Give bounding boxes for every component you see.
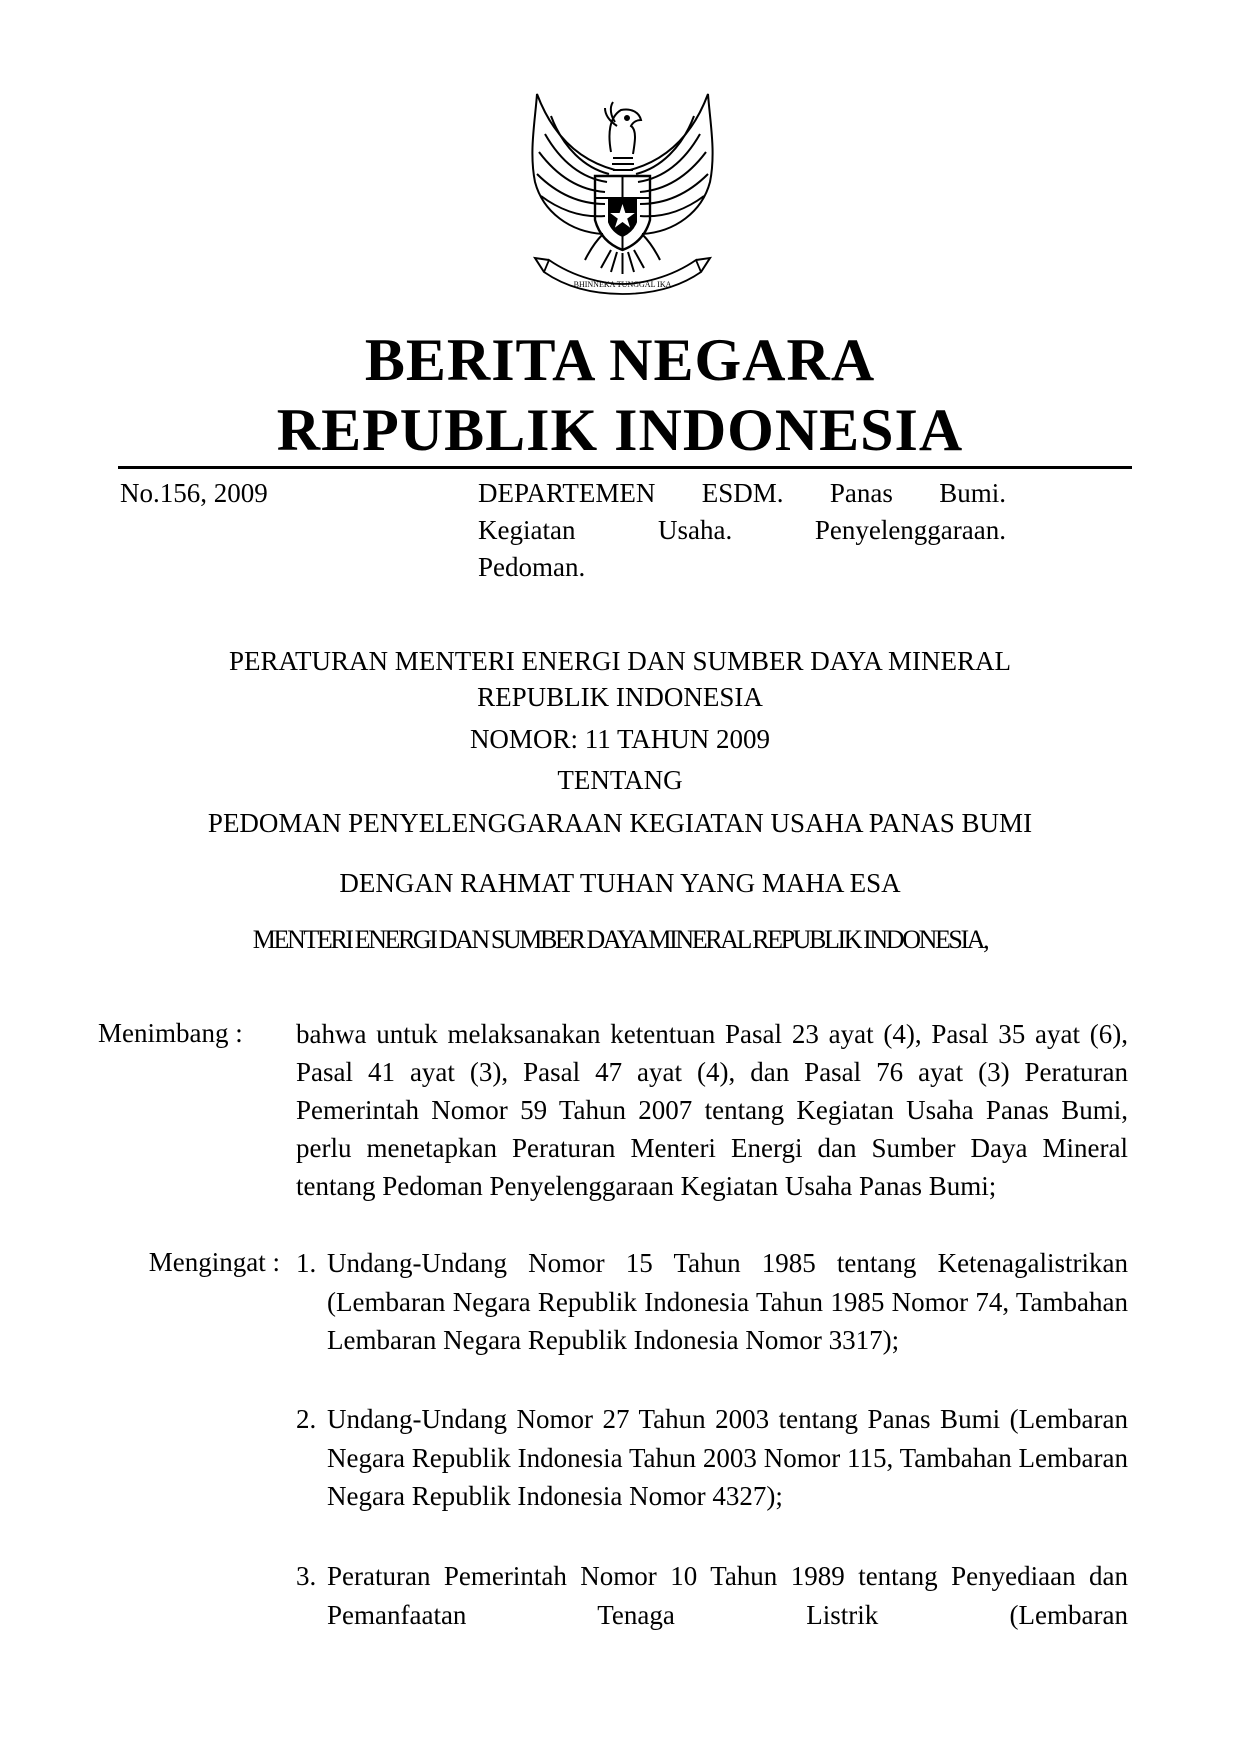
mengingat-item-text: Undang-Undang Nomor 27 Tahun 2003 tentang Panas Bumi (Lembaran Negara Republik Indonesia Tahun 2003 Nomor 115, Tambahan Lembaran Negara Republik Indonesia Nomor 4327);: [327, 1404, 1128, 1511]
regulation-about: TENTANG: [557, 765, 683, 795]
mengingat-item-text: Undang-Undang Nomor 15 Tahun 1985 tentang Ketenagalistrikan (Lembaran Negara Republik Indonesia Tahun 1985 Nomor 74, Tambahan Lembaran Negara Republik Indonesia Nomor 3317);: [327, 1248, 1128, 1355]
gazette-number: No.156, 2009: [120, 478, 268, 508]
regulation-title: PERATURAN MENTERI ENERGI DAN SUMBER DAYA MINERAL: [228, 646, 1012, 676]
gazette-title: BERITA NEGARA: [364, 327, 876, 393]
mengingat-label: Mengingat :: [148, 1247, 280, 1277]
regulation-subject: PEDOMAN PENYELENGGARAAN KEGIATAN USAHA PANAS BUMI: [207, 808, 1033, 838]
menimbang-text: bahwa untuk melaksanakan ketentuan Pasal 23 ayat (4), Pasal 35 ayat (6), Pasal 41 ayat (3), Pasal 47 ayat (4), dan Pasal 76 ayat (3) Peraturan Pemerintah Nomor 59 Tahun 2007 tentang Kegiatan Usaha Panas Bumi, perlu menetapkan Peraturan Menteri Energi dan Sumber Daya Mineral tentang Pedoman Penyelenggaraan Kegiatan Usaha Panas Bumi;: [296, 1019, 1128, 1201]
gazette-subject-line: DEPARTEMEN ESDM. Panas Bumi.: [478, 478, 1006, 508]
mengingat-item-number: 3.: [296, 1561, 317, 1591]
emblem-motto: BHINNEKA TUNGGAL IKA: [573, 280, 672, 289]
regulation-number: NOMOR: 11 TAHUN 2009: [469, 724, 771, 754]
mengingat-item-number: 2.: [296, 1404, 317, 1434]
garuda-emblem-icon: [515, 82, 730, 297]
mengingat-item: [296, 1557, 1128, 1634]
gazette-subject-line: Pedoman.: [478, 552, 586, 582]
regulation-minister: MENTERI ENERGI DAN SUMBER DAYA MINERAL REPUBLIK INDONESIA,: [252, 925, 988, 954]
mengingat-item: [296, 1400, 1128, 1516]
gazette-subject-line: Kegiatan Usaha. Penyelenggaraan.: [478, 515, 1006, 545]
mengingat-item-text: Peraturan Pemerintah Nomor 10 Tahun 1989 tentang Penyediaan dan Pemanfaatan Tenaga Listrik (Lembaran: [327, 1561, 1128, 1630]
mengingat-item: [296, 1244, 1128, 1360]
gazette-subject: [478, 475, 1006, 586]
menimbang-label: Menimbang :: [98, 1018, 243, 1048]
regulation-blessing: DENGAN RAHMAT TUHAN YANG MAHA ESA: [339, 868, 901, 898]
gazette-subtitle: REPUBLIK INDONESIA: [276, 397, 964, 463]
regulation-title-country: REPUBLIK INDONESIA: [477, 682, 763, 712]
mengingat-item-number: 1.: [296, 1248, 317, 1278]
header-divider: [118, 466, 1132, 469]
